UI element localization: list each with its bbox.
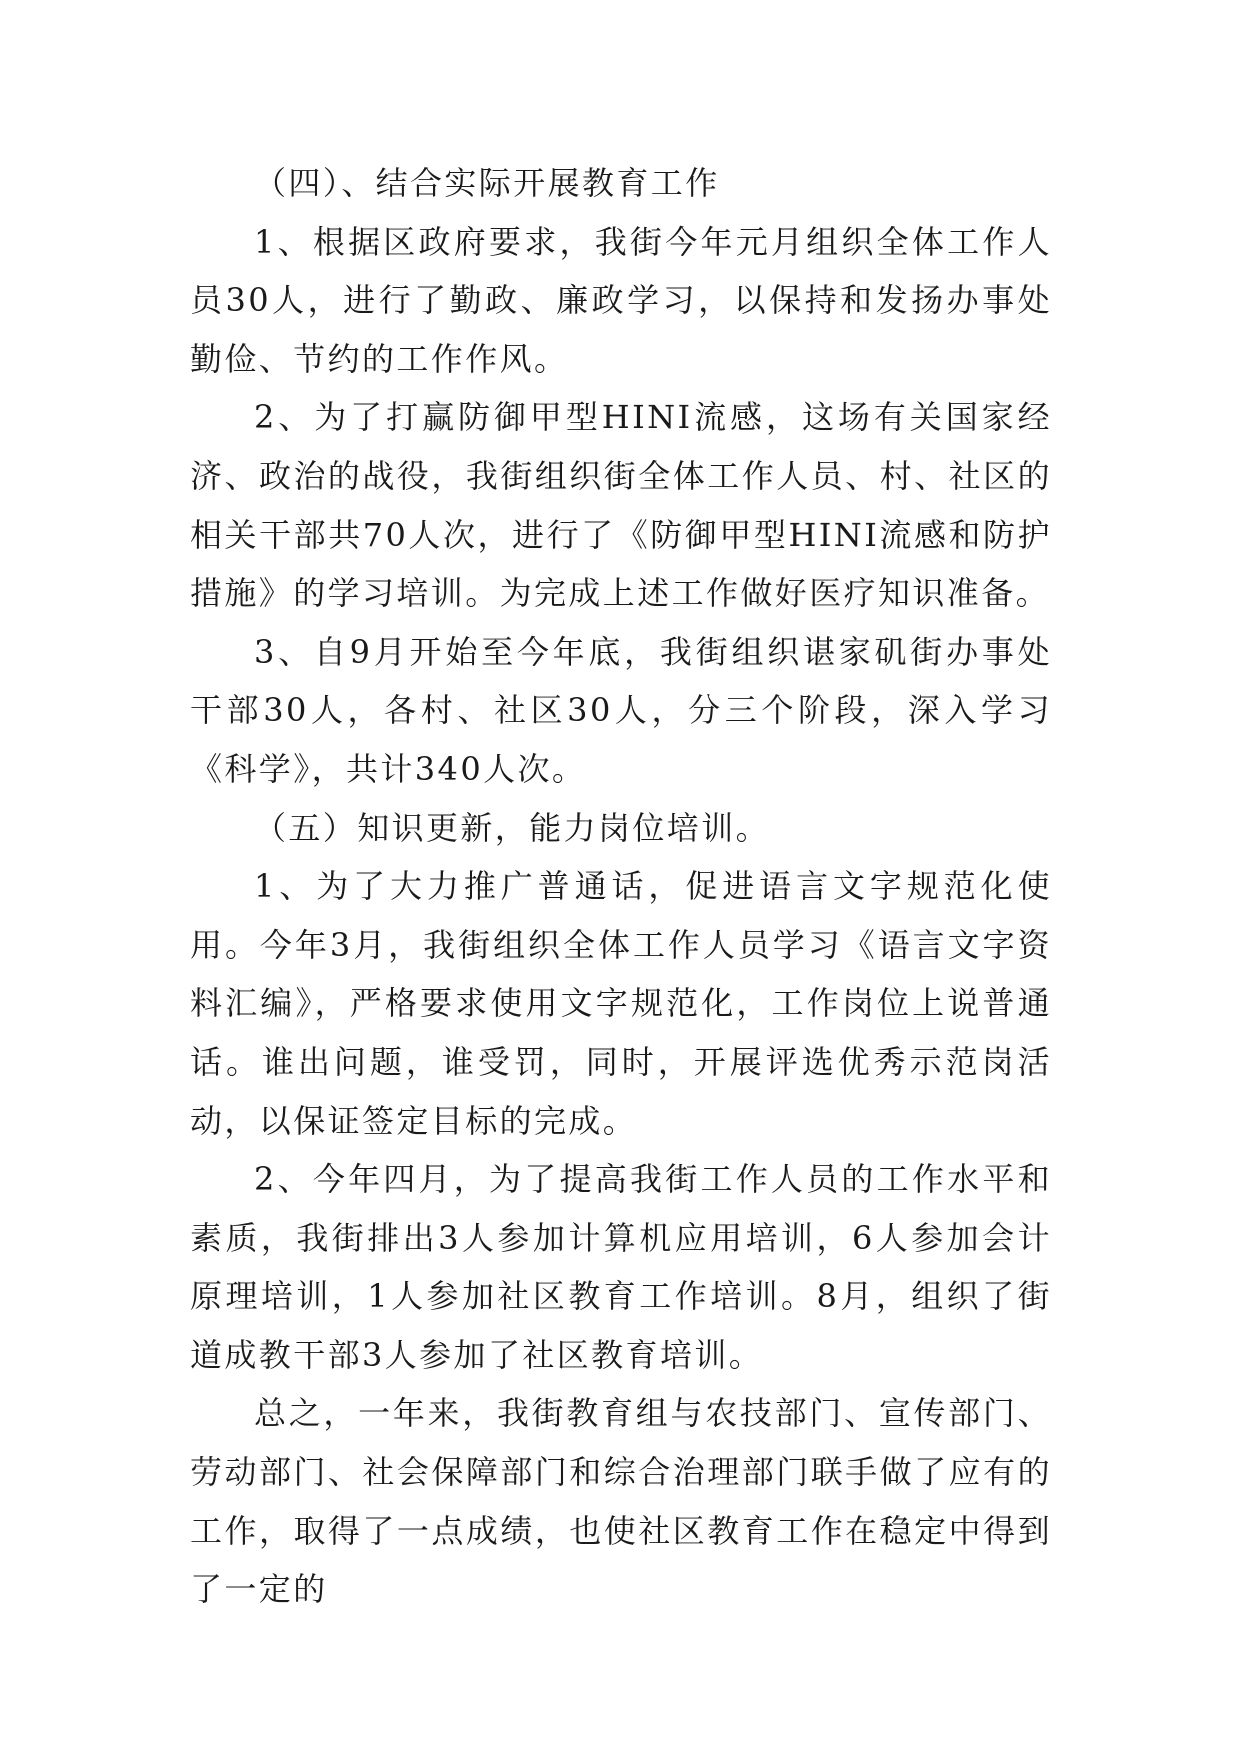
- paragraph: 2、今年四月，为了提高我街工作人员的工作水平和素质，我街排出3人参加计算机应用培训，6人参加会计原理培训，1人参加社区教育工作培训。8月，组织了街道成教干部3人参加了社区教育培训。: [190, 1160, 1052, 1374]
- document-body: [190, 154, 1052, 1619]
- section-heading-five: （五）知识更新，能力岗位培训。: [254, 808, 771, 847]
- section-heading-four: （四）、结合实际开展教育工作: [254, 164, 720, 202]
- paragraph: 1、为了大力推广普通话，促进语言文字规范化使用。今年3月，我街组织全体工作人员学习《语言文字资料汇编》，严格要求使用文字规范化，工作岗位上说普通话。谁出问题，谁受罚，同时，开展评选优秀示范岗活动，以保证签定目标的完成。: [190, 867, 1052, 1140]
- paragraph: 3、自9月开始至今年底，我街组织谌家矶街办事处干部30人，各村、社区30人，分三个阶段，深入学习《科学》，共计340人次。: [190, 632, 1052, 788]
- paragraph: 2、为了打赢防御甲型HINI流感，这场有关国家经济、政治的战役，我街组织街全体工作人员、村、社区的相关干部共70人次，进行了《防御甲型HINI流感和防护措施》的学习培训。为完成上述工作做好医疗知识准备。: [190, 398, 1052, 613]
- summary-paragraph: 总之，一年来，我街教育组与农技部门、宣传部门、劳动部门、社会保障部门和综合治理部门联手做了应有的工作，取得了一点成绩，也使社区教育工作在稳定中得到了一定的: [190, 1394, 1052, 1609]
- paragraph: 1、根据区政府要求，我街今年元月组织全体工作人员30人，进行了勤政、廉政学习，以保持和发扬办事处勤俭、节约的工作作风。: [190, 222, 1052, 378]
